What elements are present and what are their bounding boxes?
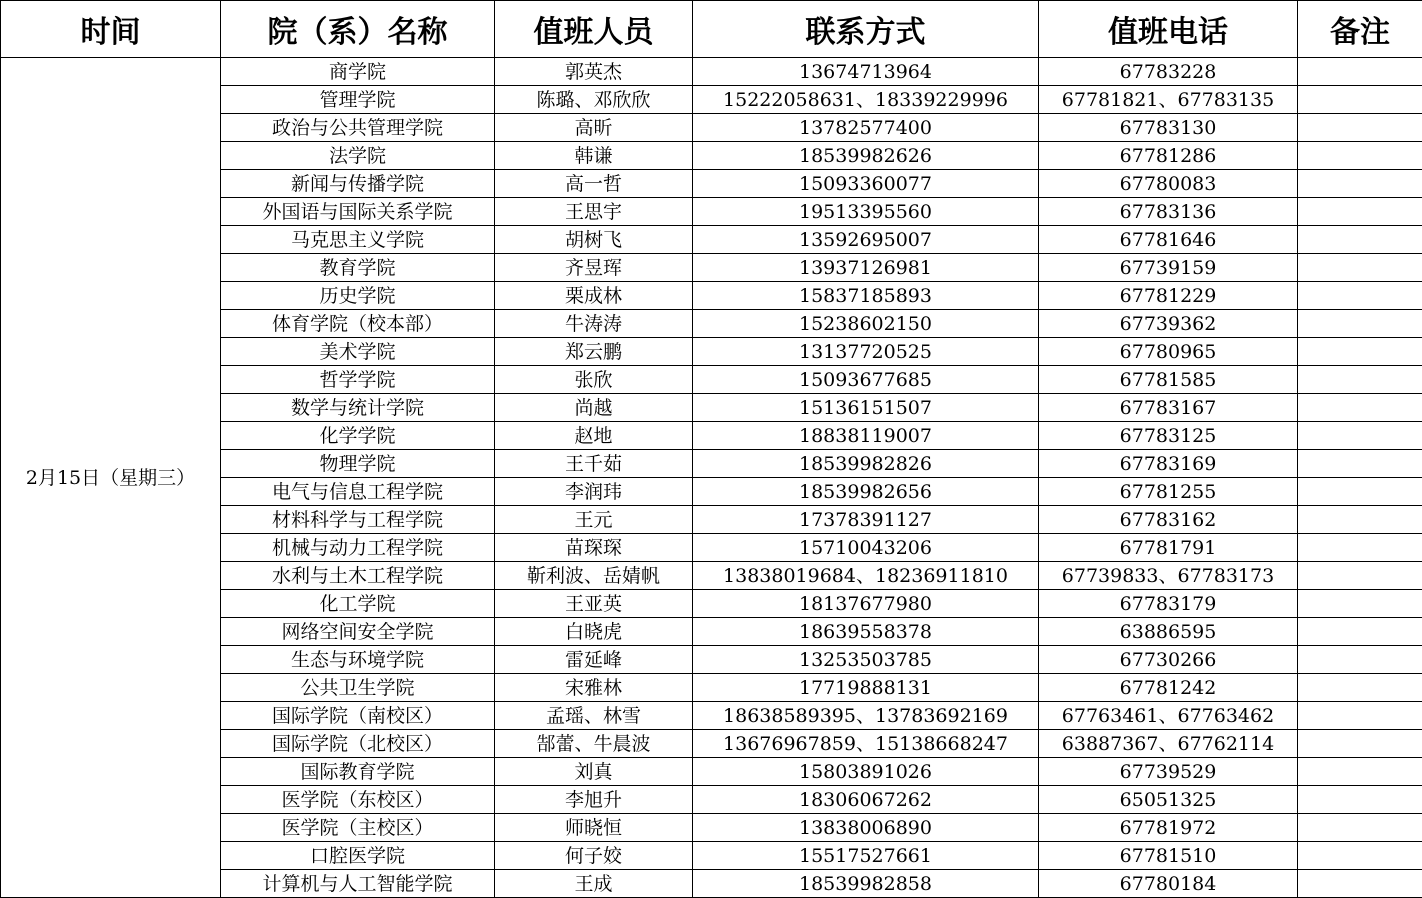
staff-cell: 郜蕾、牛晨波 (495, 730, 693, 758)
staff-cell: 王千茹 (495, 450, 693, 478)
duty-phone-cell: 67783179 (1039, 590, 1298, 618)
college-cell: 国际教育学院 (221, 758, 495, 786)
duty-phone-cell: 67781791 (1039, 534, 1298, 562)
college-cell: 国际学院（南校区） (221, 702, 495, 730)
note-cell (1298, 478, 1422, 506)
duty-phone-cell: 67783162 (1039, 506, 1298, 534)
note-cell (1298, 394, 1422, 422)
staff-cell: 王元 (495, 506, 693, 534)
college-cell: 生态与环境学院 (221, 646, 495, 674)
staff-cell: 孟瑶、林雪 (495, 702, 693, 730)
contact-cell: 13674713964 (693, 58, 1039, 86)
contact-cell: 17378391127 (693, 506, 1039, 534)
note-cell (1298, 366, 1422, 394)
contact-cell: 13253503785 (693, 646, 1039, 674)
duty-phone-cell: 67783130 (1039, 114, 1298, 142)
note-cell (1298, 814, 1422, 842)
duty-phone-cell: 67780184 (1039, 870, 1298, 898)
staff-cell: 韩谦 (495, 142, 693, 170)
duty-phone-cell: 67781242 (1039, 674, 1298, 702)
contact-cell: 18838119007 (693, 422, 1039, 450)
header-duty-phone: 值班电话 (1039, 1, 1298, 58)
college-cell: 新闻与传播学院 (221, 170, 495, 198)
duty-phone-cell: 67781646 (1039, 226, 1298, 254)
staff-cell: 师晓恒 (495, 814, 693, 842)
contact-cell: 13838019684、18236911810 (693, 562, 1039, 590)
duty-phone-cell: 67781972 (1039, 814, 1298, 842)
note-cell (1298, 282, 1422, 310)
contact-cell: 15093360077 (693, 170, 1039, 198)
duty-phone-cell: 67783136 (1039, 198, 1298, 226)
college-cell: 医学院（东校区） (221, 786, 495, 814)
staff-cell: 宋雅林 (495, 674, 693, 702)
note-cell (1298, 786, 1422, 814)
staff-cell: 栗成林 (495, 282, 693, 310)
duty-phone-cell: 67781585 (1039, 366, 1298, 394)
note-cell (1298, 338, 1422, 366)
duty-phone-cell: 65051325 (1039, 786, 1298, 814)
duty-phone-cell: 67781510 (1039, 842, 1298, 870)
contact-cell: 13676967859、15138668247 (693, 730, 1039, 758)
college-cell: 数学与统计学院 (221, 394, 495, 422)
table-row (1, 58, 1422, 86)
duty-phone-cell: 67781255 (1039, 478, 1298, 506)
note-cell (1298, 170, 1422, 198)
duty-phone-cell: 67781286 (1039, 142, 1298, 170)
note-cell (1298, 86, 1422, 114)
duty-phone-cell: 67781821、67783135 (1039, 86, 1298, 114)
duty-phone-cell: 67739833、67783173 (1039, 562, 1298, 590)
duty-phone-cell: 67780965 (1039, 338, 1298, 366)
college-cell: 教育学院 (221, 254, 495, 282)
college-cell: 计算机与人工智能学院 (221, 870, 495, 898)
staff-cell: 王亚英 (495, 590, 693, 618)
college-cell: 外国语与国际关系学院 (221, 198, 495, 226)
duty-phone-cell: 63886595 (1039, 618, 1298, 646)
college-cell: 哲学学院 (221, 366, 495, 394)
note-cell (1298, 450, 1422, 478)
staff-cell: 陈璐、邓欣欣 (495, 86, 693, 114)
contact-cell: 13592695007 (693, 226, 1039, 254)
college-cell: 电气与信息工程学院 (221, 478, 495, 506)
staff-cell: 李润玮 (495, 478, 693, 506)
duty-phone-cell: 67781229 (1039, 282, 1298, 310)
note-cell (1298, 534, 1422, 562)
college-cell: 国际学院（北校区） (221, 730, 495, 758)
college-cell: 体育学院（校本部） (221, 310, 495, 338)
duty-phone-cell: 67730266 (1039, 646, 1298, 674)
staff-cell: 胡树飞 (495, 226, 693, 254)
contact-cell: 17719888131 (693, 674, 1039, 702)
college-cell: 历史学院 (221, 282, 495, 310)
staff-cell: 牛涛涛 (495, 310, 693, 338)
staff-cell: 赵地 (495, 422, 693, 450)
header-note: 备注 (1298, 1, 1422, 58)
college-cell: 水利与土木工程学院 (221, 562, 495, 590)
staff-cell: 尚越 (495, 394, 693, 422)
college-cell: 政治与公共管理学院 (221, 114, 495, 142)
staff-cell: 张欣 (495, 366, 693, 394)
duty-phone-cell: 67783169 (1039, 450, 1298, 478)
contact-cell: 15517527661 (693, 842, 1039, 870)
contact-cell: 18639558378 (693, 618, 1039, 646)
note-cell (1298, 590, 1422, 618)
college-cell: 马克思主义学院 (221, 226, 495, 254)
note-cell (1298, 758, 1422, 786)
staff-cell: 齐昱珲 (495, 254, 693, 282)
note-cell (1298, 702, 1422, 730)
note-cell (1298, 646, 1422, 674)
contact-cell: 18539982626 (693, 142, 1039, 170)
contact-cell: 13137720525 (693, 338, 1039, 366)
duty-phone-cell: 67739362 (1039, 310, 1298, 338)
contact-cell: 15803891026 (693, 758, 1039, 786)
duty-phone-cell: 63887367、67762114 (1039, 730, 1298, 758)
staff-cell: 靳利波、岳婧帆 (495, 562, 693, 590)
note-cell (1298, 674, 1422, 702)
college-cell: 网络空间安全学院 (221, 618, 495, 646)
staff-cell: 高一哲 (495, 170, 693, 198)
contact-cell: 15837185893 (693, 282, 1039, 310)
contact-cell: 13782577400 (693, 114, 1039, 142)
duty-phone-cell: 67783167 (1039, 394, 1298, 422)
note-cell (1298, 618, 1422, 646)
college-cell: 物理学院 (221, 450, 495, 478)
contact-cell: 18539982826 (693, 450, 1039, 478)
staff-cell: 郭英杰 (495, 58, 693, 86)
note-cell (1298, 114, 1422, 142)
staff-cell: 刘真 (495, 758, 693, 786)
contact-cell: 18137677980 (693, 590, 1039, 618)
header-time: 时间 (1, 1, 221, 58)
contact-cell: 13838006890 (693, 814, 1039, 842)
contact-cell: 15093677685 (693, 366, 1039, 394)
header-row (1, 1, 1422, 58)
staff-cell: 苗琛琛 (495, 534, 693, 562)
staff-cell: 郑云鹏 (495, 338, 693, 366)
staff-cell: 雷延峰 (495, 646, 693, 674)
staff-cell: 王思宇 (495, 198, 693, 226)
college-cell: 管理学院 (221, 86, 495, 114)
college-cell: 化学学院 (221, 422, 495, 450)
contact-cell: 15136151507 (693, 394, 1039, 422)
note-cell (1298, 198, 1422, 226)
college-cell: 法学院 (221, 142, 495, 170)
note-cell (1298, 310, 1422, 338)
contact-cell: 13937126981 (693, 254, 1039, 282)
contact-cell: 18306067262 (693, 786, 1039, 814)
staff-cell: 白晓虎 (495, 618, 693, 646)
note-cell (1298, 842, 1422, 870)
note-cell (1298, 254, 1422, 282)
header-contact: 联系方式 (693, 1, 1039, 58)
contact-cell: 18539982656 (693, 478, 1039, 506)
note-cell (1298, 142, 1422, 170)
duty-phone-cell: 67739159 (1039, 254, 1298, 282)
contact-cell: 15238602150 (693, 310, 1039, 338)
contact-cell: 15222058631、18339229996 (693, 86, 1039, 114)
note-cell (1298, 506, 1422, 534)
college-cell: 口腔医学院 (221, 842, 495, 870)
college-cell: 材料科学与工程学院 (221, 506, 495, 534)
duty-phone-cell: 67763461、67763462 (1039, 702, 1298, 730)
college-cell: 商学院 (221, 58, 495, 86)
note-cell (1298, 226, 1422, 254)
header-college: 院（系）名称 (221, 1, 495, 58)
college-cell: 化工学院 (221, 590, 495, 618)
staff-cell: 李旭升 (495, 786, 693, 814)
contact-cell: 15710043206 (693, 534, 1039, 562)
note-cell (1298, 422, 1422, 450)
college-cell: 机械与动力工程学院 (221, 534, 495, 562)
staff-cell: 高昕 (495, 114, 693, 142)
duty-phone-cell: 67783228 (1039, 58, 1298, 86)
roster-body (1, 58, 1422, 898)
college-cell: 公共卫生学院 (221, 674, 495, 702)
note-cell (1298, 870, 1422, 898)
note-cell (1298, 730, 1422, 758)
duty-phone-cell: 67780083 (1039, 170, 1298, 198)
header-staff: 值班人员 (495, 1, 693, 58)
college-cell: 医学院（主校区） (221, 814, 495, 842)
contact-cell: 18638589395、13783692169 (693, 702, 1039, 730)
college-cell: 美术学院 (221, 338, 495, 366)
note-cell (1298, 562, 1422, 590)
note-cell (1298, 58, 1422, 86)
duty-phone-cell: 67739529 (1039, 758, 1298, 786)
duty-phone-cell: 67783125 (1039, 422, 1298, 450)
contact-cell: 19513395560 (693, 198, 1039, 226)
contact-cell: 18539982858 (693, 870, 1039, 898)
staff-cell: 王成 (495, 870, 693, 898)
date-cell: 2月15日（星期三） (1, 58, 221, 898)
staff-cell: 何子姣 (495, 842, 693, 870)
